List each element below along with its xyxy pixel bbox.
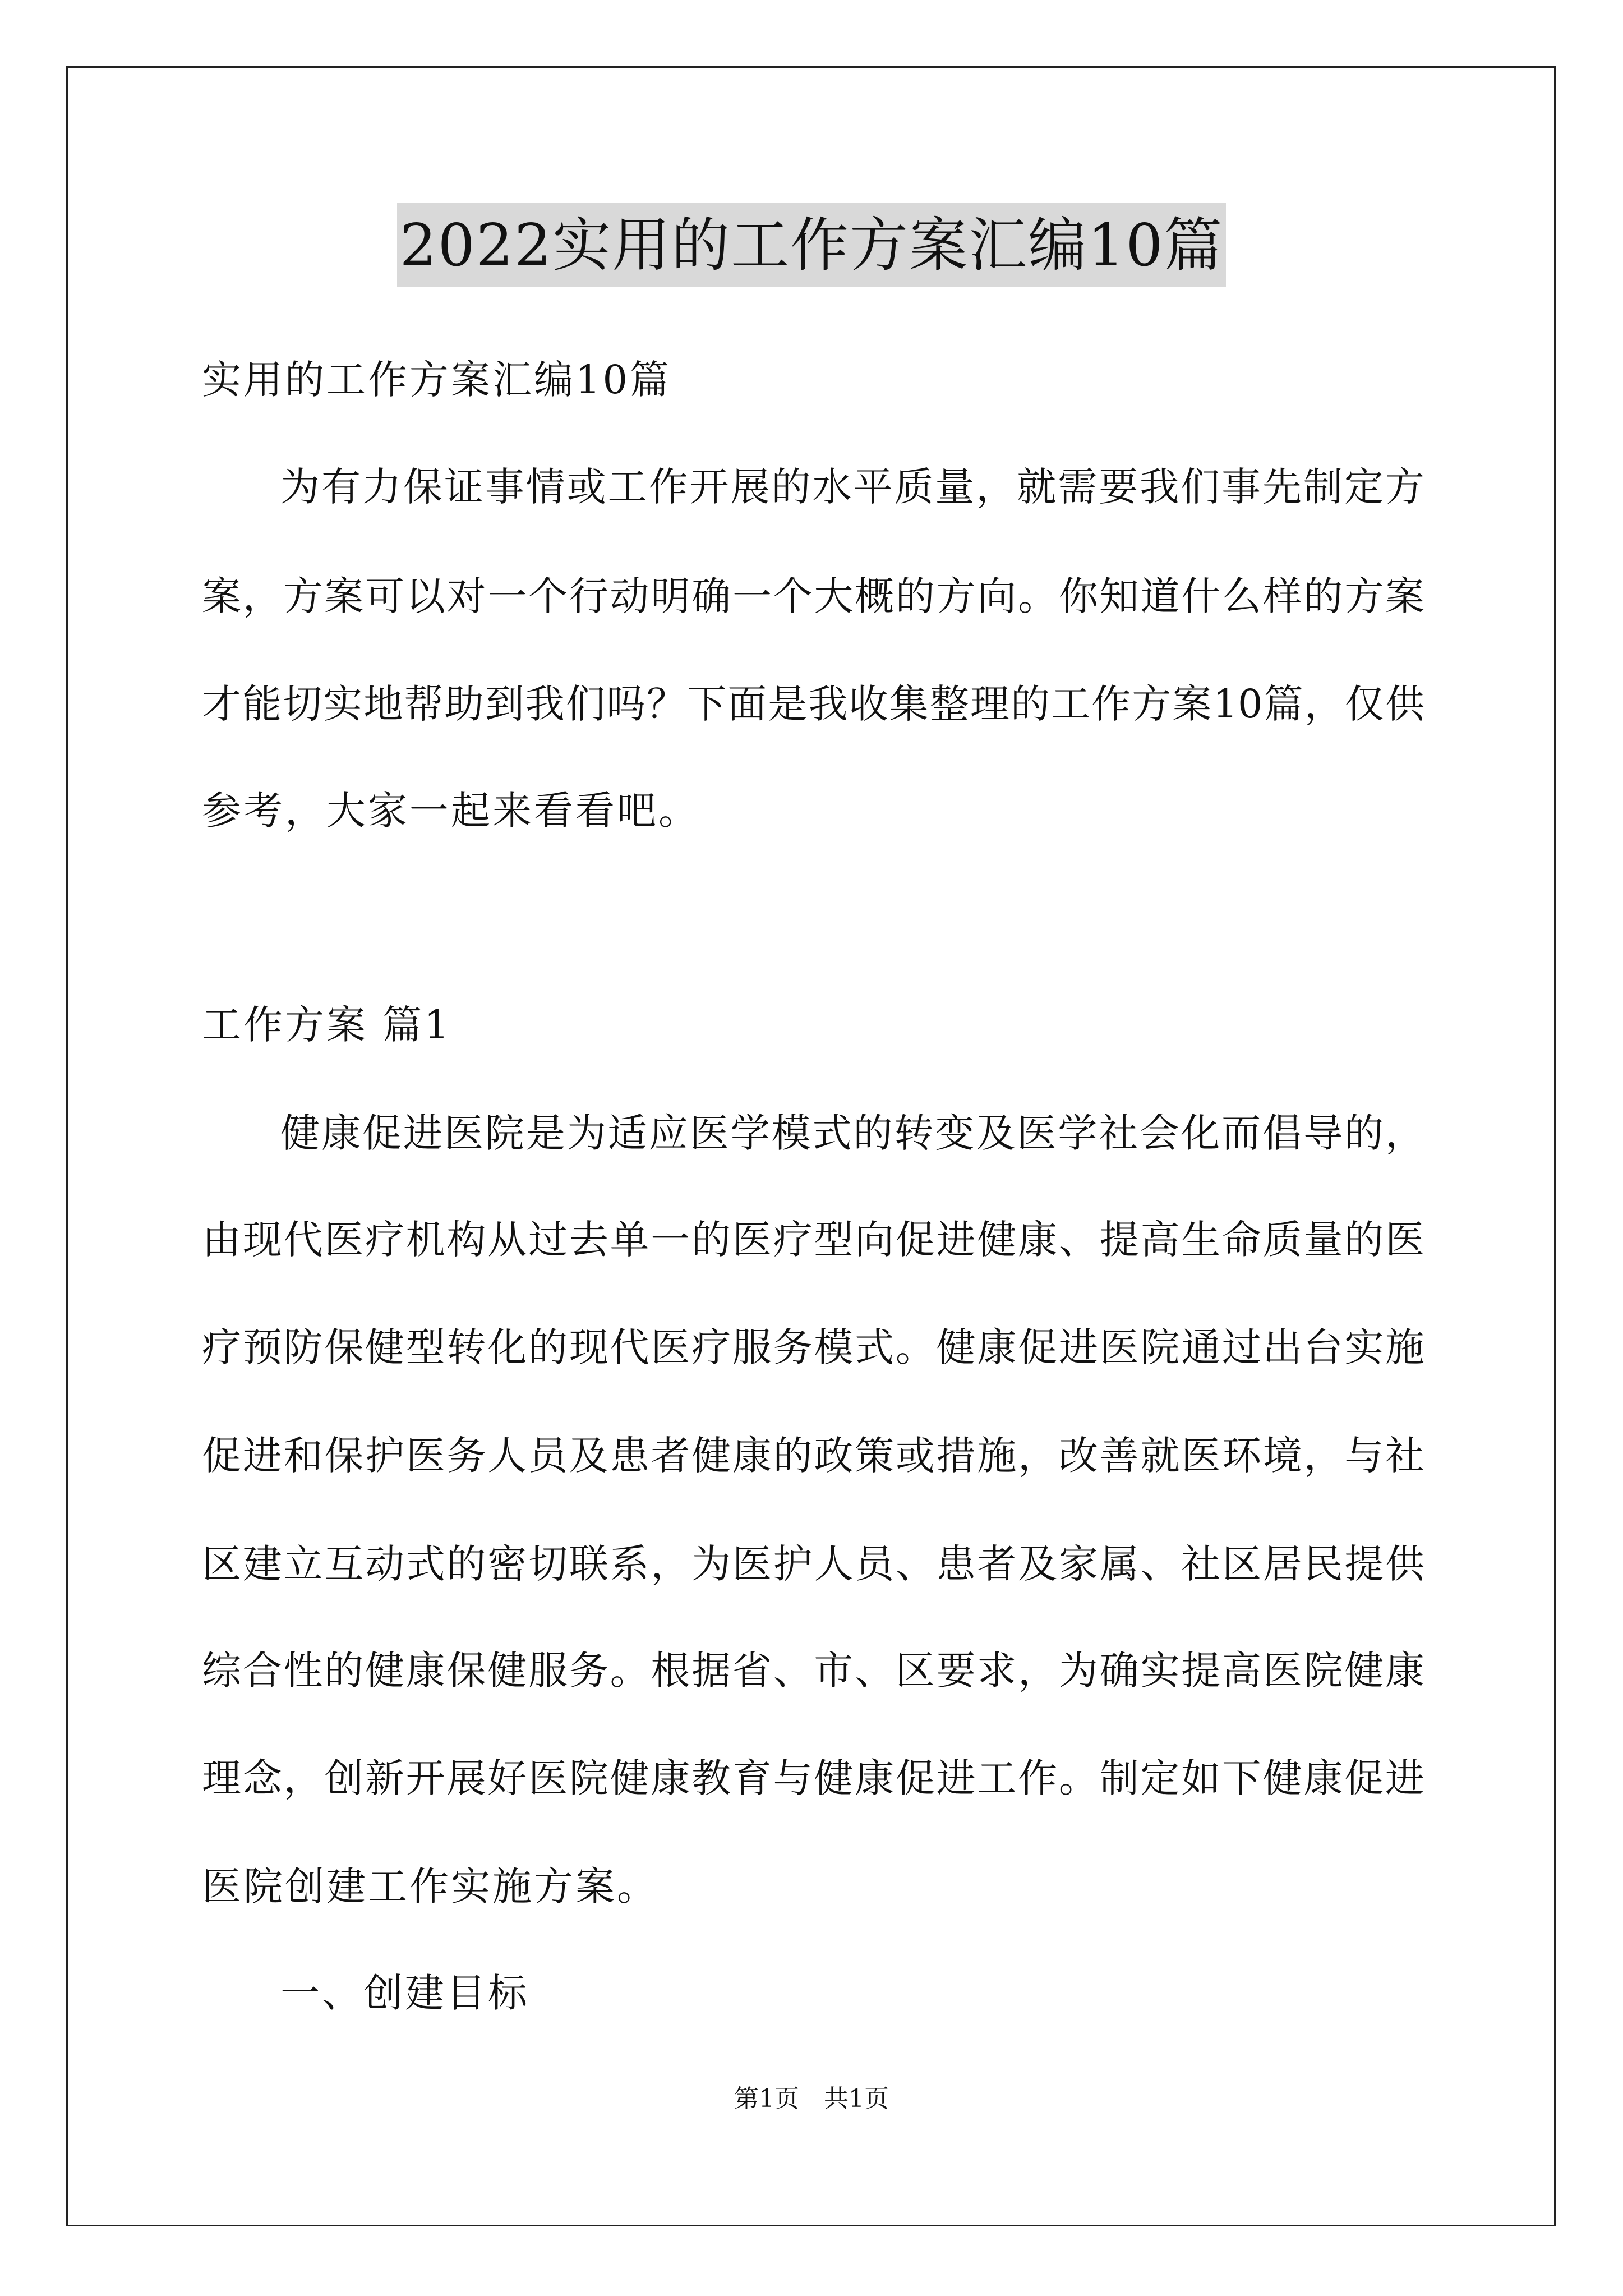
section-subheading: 一、创建目标 <box>280 1970 529 2016</box>
document-title: 2022实用的工作方案汇编10篇 <box>397 203 1225 287</box>
intro-line-4: 参考，大家一起来看看吧。 <box>202 788 700 834</box>
section-line-4: 促进和保护医务人员及患者健康的政策或措施，改善就医环境，与社 <box>202 1433 1424 1479</box>
section-line-3: 疗预防保健型转化的现代医疗服务模式。健康促进医院通过出台实施 <box>202 1324 1424 1370</box>
intro-line-3: 才能切实地帮助到我们吗？下面是我收集整理的工作方案10篇，仅供 <box>202 681 1424 727</box>
document-title-wrap <box>0 203 1623 287</box>
document-subtitle: 实用的工作方案汇编10篇 <box>202 357 672 403</box>
page-footer: 第1页 共1页 <box>734 2085 889 2113</box>
section-heading: 工作方案 篇1 <box>202 1002 451 1048</box>
section-line-7: 理念，创新开展好医院健康教育与健康促进工作。制定如下健康促进 <box>202 1755 1424 1801</box>
section-line-5: 区建立互动式的密切联系，为医护人员、患者及家属、社区居民提供 <box>202 1541 1424 1587</box>
section-line-6: 综合性的健康保健服务。根据省、市、区要求，为确实提高医院健康 <box>202 1648 1424 1694</box>
section-line-1: 健康促进医院是为适应医学模式的转变及医学社会化而倡导的， <box>280 1110 1424 1156</box>
intro-line-2: 案，方案可以对一个行动明确一个大概的方向。你知道什么样的方案 <box>202 573 1424 619</box>
intro-line-1: 为有力保证事情或工作开展的水平质量，就需要我们事先制定方 <box>280 464 1424 510</box>
section-line-8: 医院创建工作实施方案。 <box>202 1864 658 1910</box>
section-line-2: 由现代医疗机构从过去单一的医疗型向促进健康、提高生命质量的医 <box>202 1217 1424 1263</box>
